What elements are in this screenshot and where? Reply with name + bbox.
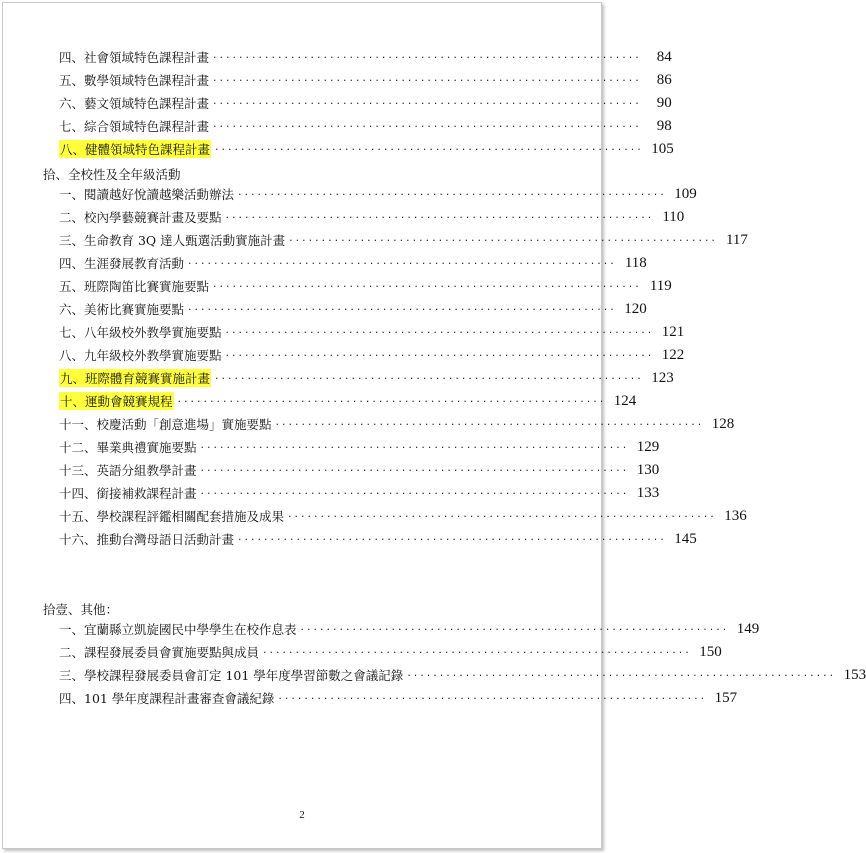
page-number-footer: 2 <box>299 809 305 821</box>
dot-leader: ·································································· <box>215 371 644 385</box>
toc-line[interactable] <box>59 529 697 549</box>
section-heading: 拾、全校性及全年級活動 <box>43 167 181 182</box>
toc-title-highlighted: 九、班際體育競賽實施計畫 <box>60 371 211 386</box>
toc-line[interactable] <box>59 276 672 296</box>
toc-page-number: 150 <box>699 643 722 660</box>
dot-leader: ·································································· <box>289 233 718 247</box>
toc-line[interactable] <box>59 70 672 90</box>
toc-page-number: 120 <box>624 300 647 317</box>
toc-line[interactable] <box>59 93 672 113</box>
toc-title: 七、八年級校外教學實施要點 <box>59 325 222 340</box>
toc-title: 十五、學校課程評鑑相關配套措施及成果 <box>59 509 285 524</box>
toc-line[interactable] <box>59 253 647 273</box>
toc-line[interactable] <box>59 642 722 662</box>
toc-page-number: 145 <box>674 530 697 547</box>
toc-page-number: 109 <box>674 185 697 202</box>
dot-leader: ·································································· <box>300 622 730 636</box>
toc-page-number: 121 <box>661 323 685 340</box>
dot-leader: ·································································· <box>225 210 655 224</box>
dot-leader: ·································································· <box>238 187 667 201</box>
toc-title: 三、生命教育 3Q 達人甄選活動實施計畫 <box>59 233 286 248</box>
dot-leader: ·································································· <box>275 417 705 431</box>
toc-line[interactable] <box>59 345 685 365</box>
toc-line[interactable] <box>59 47 672 67</box>
toc-page-number: 149 <box>736 620 760 637</box>
toc-title: 五、班際陶笛比賽實施要點 <box>59 279 210 294</box>
toc-line[interactable] <box>59 619 760 639</box>
toc-title: 一、宜蘭縣立凱旋國民中學學生在校作息表 <box>59 622 297 637</box>
toc-title: 四、社會領域特色課程計畫 <box>59 50 210 65</box>
dot-leader: ·································································· <box>238 532 667 546</box>
dot-leader: ·································································· <box>407 668 837 682</box>
dot-leader: ·································································· <box>213 96 642 110</box>
toc-page-number: 105 <box>651 140 674 157</box>
document-page <box>2 2 866 849</box>
toc-title: 二、課程發展委員會實施要點與成員 <box>59 645 260 660</box>
toc-line[interactable] <box>59 322 685 342</box>
toc-line[interactable] <box>59 299 647 319</box>
dot-leader: ·································································· <box>213 50 642 64</box>
toc-line[interactable] <box>59 483 660 503</box>
toc-title-highlighted: 八、健體領域特色課程計畫 <box>60 142 211 157</box>
toc-title: 十三、英語分組教學計畫 <box>59 463 197 478</box>
toc-page-number: 129 <box>636 438 660 455</box>
toc-page-number: 117 <box>725 231 748 248</box>
toc-page-number: 98 <box>656 117 672 134</box>
toc-page-number: 118 <box>624 254 647 271</box>
toc-page-number: 124 <box>613 392 637 409</box>
dot-leader: ·································································· <box>213 119 642 133</box>
dot-leader: ·································································· <box>213 73 642 87</box>
toc-page-number: 130 <box>636 461 660 478</box>
toc-line[interactable] <box>59 230 748 250</box>
toc-title: 十一、校慶活動「創意進場」實施要點 <box>59 417 272 432</box>
dot-leader: ·································································· <box>263 645 692 659</box>
toc-line[interactable] <box>59 368 674 388</box>
toc-page-number: 133 <box>636 484 660 501</box>
toc-title: 五、數學領域特色課程計畫 <box>59 73 210 88</box>
toc-title: 四、生涯發展教育活動 <box>59 256 185 271</box>
dot-leader: ·································································· <box>177 394 607 408</box>
toc-page-number: 122 <box>661 346 685 363</box>
toc-page-number: 157 <box>714 689 738 706</box>
toc-line[interactable] <box>59 139 674 159</box>
toc-title: 十六、推動台灣母語日活動計畫 <box>59 532 235 547</box>
dot-leader: ·································································· <box>213 279 642 293</box>
toc-title: 四、101 學年度課程計畫審查會議紀錄 <box>59 691 275 706</box>
dot-leader: ·································································· <box>188 256 617 270</box>
toc-title: 六、藝文領域特色課程計畫 <box>59 96 210 111</box>
toc-title-highlighted: 十、運動會競賽規程 <box>60 394 173 409</box>
dot-leader: ·································································· <box>215 142 644 156</box>
toc-page-number: 119 <box>649 277 672 294</box>
toc-title: 二、校內學藝競賽計畫及要點 <box>59 210 222 225</box>
toc-title: 十二、畢業典禮實施要點 <box>59 440 197 455</box>
toc-line[interactable] <box>59 688 738 708</box>
toc-page-number: 110 <box>662 208 685 225</box>
toc-line[interactable] <box>59 116 672 136</box>
toc-line[interactable] <box>59 460 660 480</box>
dot-leader: ·································································· <box>288 509 717 523</box>
toc-page-number: 128 <box>711 415 735 432</box>
section-heading: 拾壹、其他： <box>43 602 119 617</box>
dot-leader: ·································································· <box>200 463 630 477</box>
toc-line[interactable] <box>59 184 697 204</box>
toc-title: 八、九年級校外教學實施要點 <box>59 348 222 363</box>
toc-line[interactable] <box>59 391 637 411</box>
toc-line[interactable] <box>59 506 747 526</box>
toc-page-number: 123 <box>651 369 674 386</box>
dot-leader: ·································································· <box>225 348 655 362</box>
dot-leader: ·································································· <box>200 440 630 454</box>
toc-page-number: 86 <box>656 71 672 88</box>
toc-title: 一、閱讀越好悅讀越樂活動辦法 <box>59 187 235 202</box>
dot-leader: ·································································· <box>188 302 617 316</box>
toc-line[interactable] <box>59 665 866 685</box>
toc-title: 七、綜合領域特色課程計畫 <box>59 119 210 134</box>
toc-title: 六、美術比賽實施要點 <box>59 302 185 317</box>
toc-line[interactable] <box>59 414 735 434</box>
toc-title: 三、學校課程發展委員會訂定 101 學年度學習節數之會議記錄 <box>59 668 404 683</box>
dot-leader: ·································································· <box>225 325 655 339</box>
toc-page-number: 90 <box>656 94 672 111</box>
toc-page-number: 153 <box>843 666 866 683</box>
toc-line[interactable] <box>59 437 660 457</box>
toc-page-number: 84 <box>656 48 672 65</box>
toc-title: 十四、銜接補救課程計畫 <box>59 486 197 501</box>
dot-leader: ·································································· <box>278 691 708 705</box>
toc-page-number: 136 <box>724 507 747 524</box>
dot-leader: ·································································· <box>200 486 630 500</box>
toc-line[interactable] <box>59 207 685 227</box>
